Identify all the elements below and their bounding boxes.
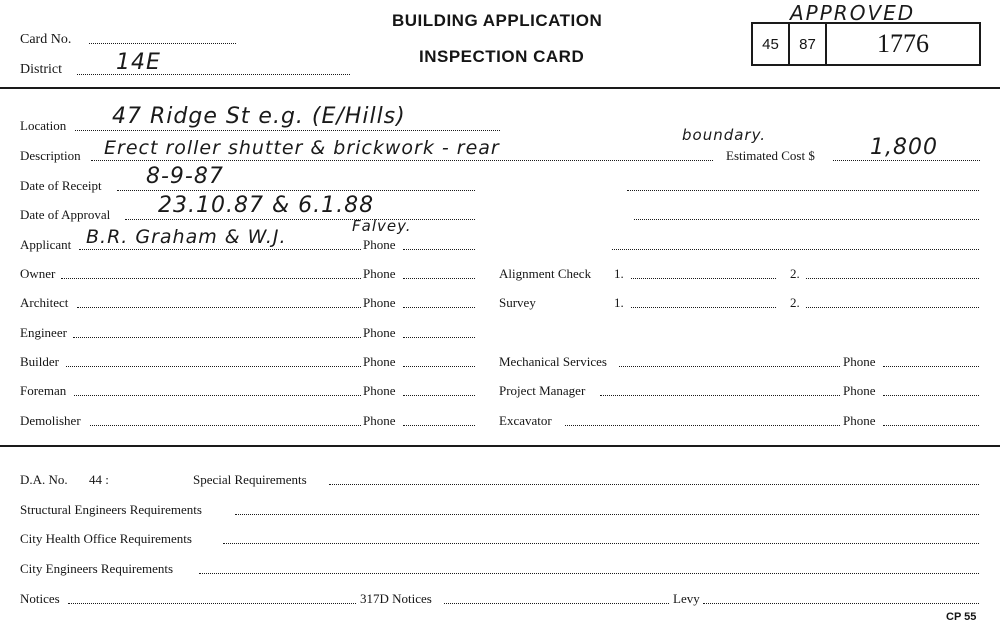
page-title: BUILDING APPLICATION (392, 11, 603, 30)
date-approval-value: 23.10.87 & 6.1.88 (158, 193, 375, 218)
special-requirements-field[interactable] (329, 484, 979, 485)
excavator-phone-field[interactable] (883, 425, 979, 426)
alignment-num-1: 1. (614, 266, 624, 281)
card-no-line[interactable] (89, 43, 236, 44)
excavator-phone-label: Phone (843, 413, 876, 428)
engineer-label: Engineer (20, 325, 67, 340)
demolisher-field[interactable] (90, 425, 361, 426)
bottom-divider (0, 445, 1000, 447)
box-year-a-value: 45 (762, 35, 779, 53)
mechanical-phone-field[interactable] (883, 366, 979, 367)
engineer-phone-label: Phone (363, 325, 396, 340)
architect-phone-label: Phone (363, 295, 396, 310)
project-manager-field[interactable] (600, 395, 840, 396)
mechanical-services-label: Mechanical Services (499, 354, 607, 369)
mechanical-phone-label: Phone (843, 354, 876, 369)
alignment-check-field-2[interactable] (806, 278, 979, 279)
survey-field-1[interactable] (631, 307, 776, 308)
structural-requirements-field[interactable] (235, 514, 979, 515)
foundation-pressure-field[interactable] (627, 190, 979, 191)
excavator-field[interactable] (565, 425, 840, 426)
notices-field[interactable] (68, 603, 356, 604)
special-requirements-label: Special Requirements (193, 472, 307, 487)
approved-stamp: APPROVED (790, 1, 916, 25)
levy-field[interactable] (703, 603, 979, 604)
project-manager-phone-label: Phone (843, 383, 876, 398)
survey-num-2: 2. (790, 295, 800, 310)
applicant-field[interactable] (79, 249, 361, 250)
description-value: Erect roller shutter & brickwork - rear (104, 137, 500, 159)
box-number-value: 1776 (877, 29, 929, 58)
applicant-label: Applicant (20, 237, 72, 252)
builder-phone-field[interactable] (403, 366, 475, 367)
demolisher-phone-field[interactable] (403, 425, 475, 426)
box-number (825, 22, 981, 66)
description-label: Description (20, 148, 81, 163)
nature-foundation-field[interactable] (634, 219, 979, 220)
description-field[interactable] (91, 160, 713, 161)
page-subtitle: INSPECTION CARD (419, 47, 585, 66)
levy-label: Levy (673, 591, 700, 606)
mechanical-services-field[interactable] (619, 366, 840, 367)
architect-phone-field[interactable] (403, 307, 475, 308)
date-approval-field[interactable] (125, 219, 475, 220)
date-receipt-label: Date of Receipt (20, 178, 102, 193)
depth-footings-field[interactable] (612, 249, 979, 250)
date-receipt-value: 8-9-87 (146, 164, 224, 189)
foreman-phone-label: Phone (363, 383, 396, 398)
description-continuation: boundary. (682, 126, 767, 144)
location-label: Location (20, 118, 67, 133)
builder-label: Builder (20, 354, 59, 369)
health-requirements-field[interactable] (223, 543, 979, 544)
district-value: 14E (116, 50, 161, 75)
alignment-num-2: 2. (790, 266, 800, 281)
survey-field-2[interactable] (806, 307, 979, 308)
survey-num-1: 1. (614, 295, 624, 310)
owner-phone-label: Phone (363, 266, 396, 281)
notices-label: Notices (20, 591, 60, 606)
foreman-label: Foreman (20, 383, 67, 398)
estimated-cost-value: 1,800 (870, 135, 938, 160)
owner-label: Owner (20, 266, 56, 281)
architect-field[interactable] (77, 307, 361, 308)
foreman-field[interactable] (74, 395, 361, 396)
date-approval-label: Date of Approval (20, 207, 111, 222)
architect-label: Architect (20, 295, 69, 310)
location-field[interactable] (75, 130, 500, 131)
engineer-phone-field[interactable] (403, 337, 475, 338)
top-divider (0, 87, 1000, 89)
builder-phone-label: Phone (363, 354, 396, 369)
da-no-label: D.A. No. (20, 472, 68, 487)
notices-317d-label: 317D Notices (360, 591, 432, 606)
applicant-phone-field[interactable] (403, 249, 475, 250)
excavator-label: Excavator (499, 413, 552, 428)
foreman-phone-field[interactable] (403, 395, 475, 396)
box-year-b-value: 87 (799, 35, 816, 53)
box-year-a (751, 22, 790, 66)
form-code: CP 55 (946, 611, 977, 623)
applicant-value: B.R. Graham & W.J. (86, 226, 287, 248)
project-manager-phone-field[interactable] (883, 395, 979, 396)
da-no-value: 44 : (89, 472, 109, 487)
demolisher-phone-label: Phone (363, 413, 396, 428)
survey-label: Survey (499, 295, 536, 310)
district-label: District (20, 62, 62, 77)
notices-317d-field[interactable] (444, 603, 669, 604)
applicant-extra-value: Falvey. (352, 217, 412, 235)
city-engineers-requirements-label: City Engineers Requirements (20, 561, 174, 576)
builder-field[interactable] (66, 366, 361, 367)
location-value: 47 Ridge St e.g. (E/Hills) (112, 104, 406, 129)
alignment-check-field-1[interactable] (631, 278, 776, 279)
engineer-field[interactable] (73, 337, 361, 338)
estimated-cost-field[interactable] (833, 160, 980, 161)
alignment-check-label: Alignment Check (499, 266, 592, 281)
structural-requirements-label: Structural Engineers Requirements (20, 502, 202, 517)
project-manager-label: Project Manager (499, 383, 586, 398)
owner-phone-field[interactable] (403, 278, 475, 279)
card-no-label: Card No. (20, 32, 72, 47)
owner-field[interactable] (61, 278, 361, 279)
demolisher-label: Demolisher (20, 413, 81, 428)
city-engineers-requirements-field[interactable] (199, 573, 979, 574)
health-requirements-label: City Health Office Requirements (20, 531, 192, 546)
box-year-b (788, 22, 827, 66)
applicant-phone-label: Phone (363, 237, 396, 252)
date-receipt-field[interactable] (117, 190, 475, 191)
estimated-cost-label: Estimated Cost $ (726, 148, 815, 163)
